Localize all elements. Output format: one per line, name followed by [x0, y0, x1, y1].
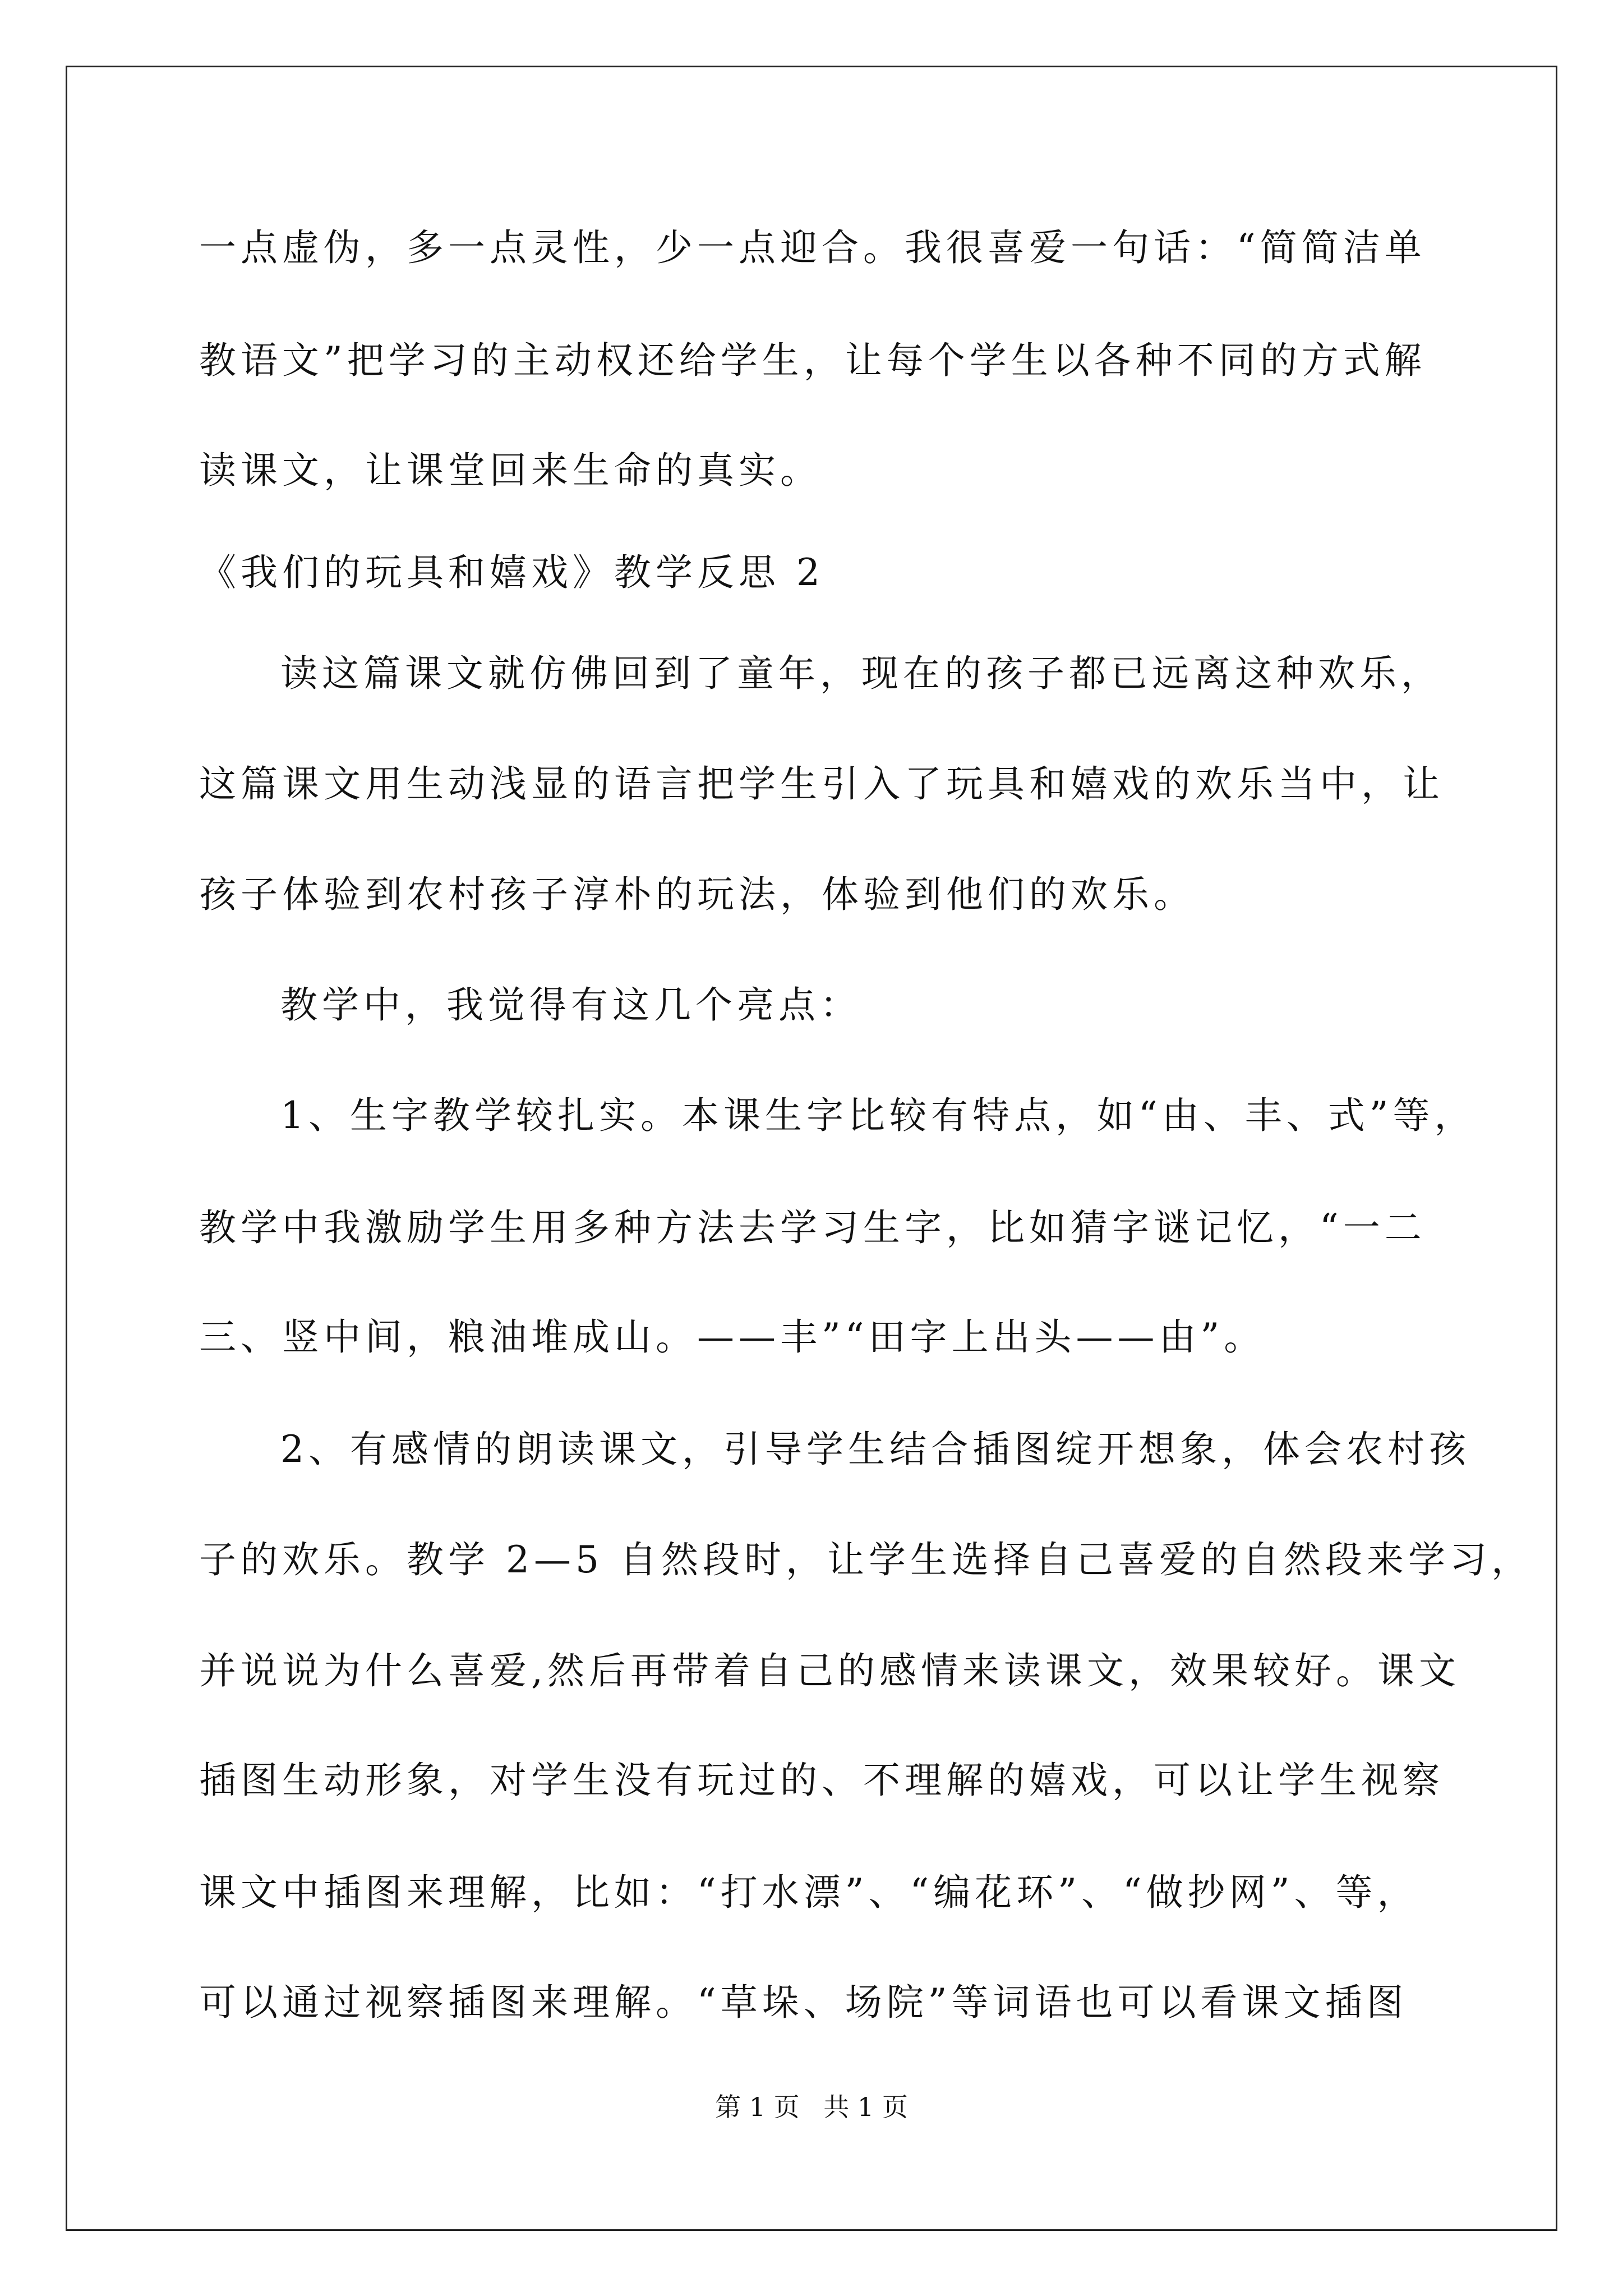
text-line: 一点虚伪，多一点灵性，少一点迎合。我很喜爱一句话：“简简洁单 [199, 226, 1426, 269]
page-total: 共 1 页 [823, 2092, 908, 2122]
text-line: 教学中，我觉得有这几个亮点： [280, 983, 861, 1027]
text-line: 并说说为什么喜爱,然后再带着自己的感情来读课文，效果较好。课文 [199, 1649, 1460, 1692]
text-line: 孩子体验到农村孩子淳朴的玩法，体验到他们的欢乐。 [199, 873, 1195, 916]
text-line: 插图生动形象，对学生没有玩过的、不理解的嬉戏，可以让学生视察 [199, 1759, 1444, 1802]
text-line: 这篇课文用生动浅显的语言把学生引入了玩具和嬉戏的欢乐当中，让 [199, 762, 1444, 806]
text-line: 读课文，让课堂回来生命的真实。 [199, 449, 822, 492]
text-line: 2、有感情的朗读课文，引导学生结合插图绽开想象，体会农村孩 [280, 1428, 1470, 1471]
text-line: 读这篇课文就仿佛回到了童年，现在的孩子都已远离这种欢乐， [280, 652, 1442, 695]
text-line: 教学中我激励学生用多种方法去学习生字，比如猜字谜记忆，“一二 [199, 1206, 1426, 1249]
text-line: 课文中插图来理解，比如：“打水漂”、“编花环”、“做抄网”、等， [199, 1871, 1419, 1914]
page-number: 第 1 页 [715, 2092, 800, 2122]
text-line: 1、生字教学较扎实。本课生字比较有特点，如“由、丰、式”等， [280, 1094, 1476, 1137]
text-line: 三、竖中间，粮油堆成山。——丰”“田字上出头——由”。 [199, 1315, 1266, 1359]
section-heading: 《我们的玩具和嬉戏》教学反思 2 [199, 551, 824, 594]
text-line: 可以通过视察插图来理解。“草垛、场院”等词语也可以看课文插图 [199, 1981, 1408, 2024]
text-line: 教语文”把学习的主动权还给学生，让每个学生以各种不同的方式解 [199, 339, 1426, 382]
text-line: 子的欢乐。教学 2—5 自然段时，让学生选择自己喜爱的自然段来学习， [199, 1538, 1533, 1581]
page-footer [0, 2091, 1623, 2123]
